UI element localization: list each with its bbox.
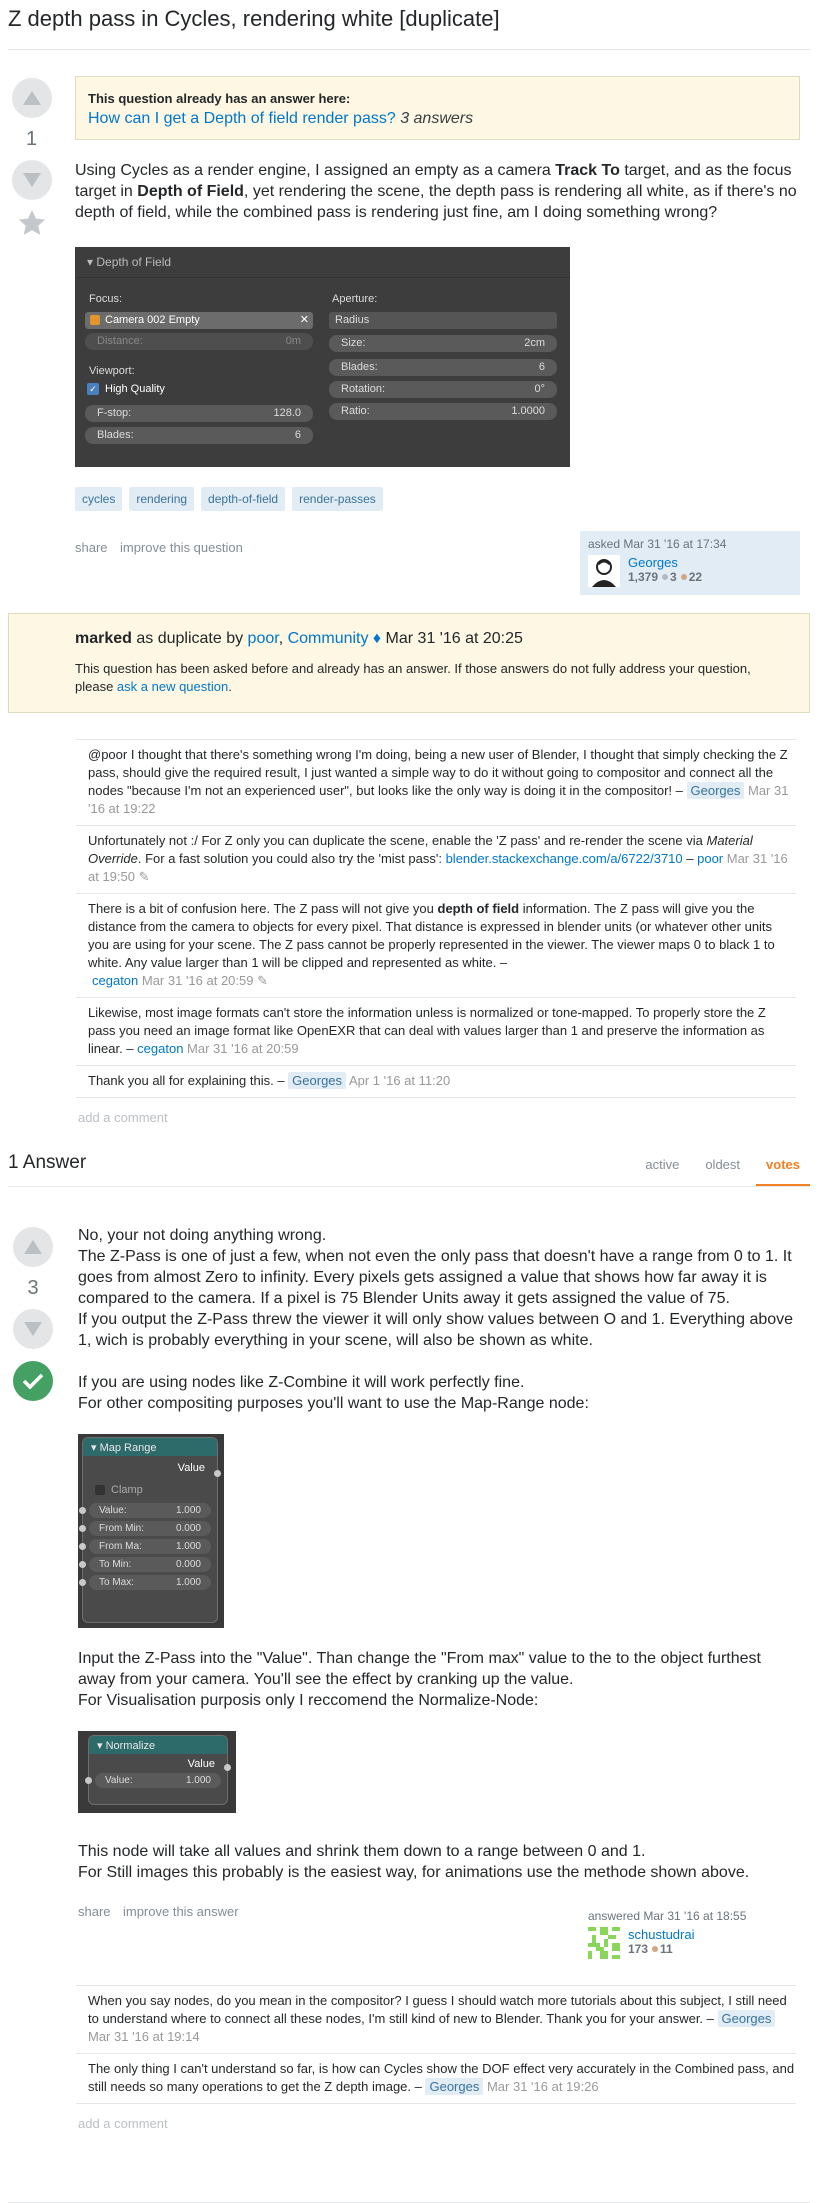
checkbox-checked-icon: ✓ xyxy=(87,383,99,395)
normalize-node-screenshot xyxy=(78,1731,236,1813)
duplicate-notice xyxy=(75,76,800,140)
panel-header: ▾ Depth of Field xyxy=(87,255,172,269)
upvote-button[interactable] xyxy=(13,1227,53,1267)
bronze-badge-icon xyxy=(681,574,687,580)
comment: The only thing I can't understand so far, is how can Cycles show the DOF effect very accurately in the Combined pass, and still needs so many operations to get the Z depth image. – Georges Mar 31 '16 at 19:26 xyxy=(76,2053,796,2104)
output-socket xyxy=(224,1764,231,1771)
asked-date: asked Mar 31 '16 at 17:34 xyxy=(588,537,727,551)
star-icon xyxy=(17,208,47,238)
comment-user[interactable]: Georges xyxy=(718,2010,776,2027)
comment-user[interactable]: cegaton xyxy=(137,1041,184,1056)
answer-post-menu xyxy=(78,1903,800,1967)
question-comments xyxy=(76,739,796,1098)
comment: @poor I thought that there's something wrong I'm doing, being a new user of Blender, I thought that simply checking the Z pass, should give the required result, I just wanted a simple way to do it without going to compositor and connect all the nodes "because I'm not an experienced user", but looks like the only way is doing it in the compositor! – Georges Mar 31 '16 at 19:22 xyxy=(76,739,796,825)
comment: There is a bit of confusion here. The Z pass will not give you depth of field information. The Z pass will give you the distance from the camera to objects for every pixel. That distance is expressed in blender units (or whatever other units you are using for your scene. The Z pass cannot be properly represented in the viewer. The viewer maps 0 to black 1 to white. Any value larger than 1 will be clipped and represented as white. – cegaton Mar 31 '16 at 20:59 ✎ xyxy=(76,893,796,997)
add-comment-link[interactable]: add a comment xyxy=(78,1110,168,1125)
high-quality-checkbox: ✓ High Quality xyxy=(87,383,165,395)
comment-user[interactable]: Georges xyxy=(687,782,745,799)
share-link[interactable]: share xyxy=(78,1904,111,1919)
edited-pencil-icon: ✎ xyxy=(257,973,269,988)
share-link[interactable]: share xyxy=(75,540,108,555)
question-post-menu xyxy=(75,531,800,595)
map-range-node-screenshot xyxy=(78,1434,224,1628)
comment-user[interactable]: Georges xyxy=(425,2078,483,2095)
closer-poor[interactable]: poor xyxy=(247,630,279,647)
empty-object-icon xyxy=(90,315,100,325)
bronze-badge-icon xyxy=(652,1946,658,1952)
sort-tabs xyxy=(629,1157,810,1186)
answer-comments xyxy=(76,1985,796,2104)
reputation: 173 xyxy=(628,1942,649,1956)
improve-question-link[interactable]: improve this question xyxy=(119,540,243,555)
silver-badge-icon xyxy=(662,574,668,580)
question xyxy=(8,76,810,595)
add-comment-link[interactable]: add a comment xyxy=(78,2116,168,2131)
user-avatar[interactable] xyxy=(588,555,620,587)
answer xyxy=(8,1225,810,1967)
vote-count: 1 xyxy=(25,128,38,150)
arrow-up-icon xyxy=(24,1240,42,1254)
downvote-button[interactable] xyxy=(13,1309,53,1349)
question-text: Using Cycles as a render engine, I assigned an empty as a camera Track To target, and as the focus target in Depth of Field, yet rendering the scene, the depth pass is rendering all white, as if there's no depth of field, while the combined pass is rendering just fine, am I doing something wrong? xyxy=(75,162,797,221)
downvote-button[interactable] xyxy=(12,160,52,200)
comment: Likewise, most image formats can't store the information unless is normalized or tone-mapped. To properly store the Z pass you need an image format like OpenEXR that can deal with values larger than 1 and preserve the information as linear. – cegaton Mar 31 '16 at 20:59 xyxy=(76,997,796,1065)
favorite-button[interactable] xyxy=(17,208,47,243)
answer-text: No, your not doing anything wrong. The Z-Pass is one of just a few, when not even the only pass that doesn't have a range from 0 to 1. It goes from almost Zero to infinity. Every pixels gets assigned a value that shows how far away it is compared to the camera. If a pixel is 75 Blender Units away it gets assigned the value of 75. If you output the Z-Pass threw the viewer it will only show values between O and 1. Everything above 1, wich is probably everything in your scene, will also be shown as white. If you are using nodes like Z-Combine it will work perfectly fine. For other compositing purposes you'll want to use the Map-Range node: xyxy=(78,1227,794,1412)
tag-depth-of-field[interactable]: depth-of-field xyxy=(201,487,285,511)
duplicate-notice-header: This question already has an answer here: xyxy=(88,91,351,106)
comment-user[interactable]: Georges xyxy=(288,1072,346,1089)
checkmark-icon xyxy=(22,1372,44,1390)
tab-oldest[interactable]: oldest xyxy=(705,1157,741,1172)
answerer-signature: answered Mar 31 '16 at 18:55 schustudrai 173 11 xyxy=(580,1903,800,1967)
arrow-down-icon xyxy=(23,173,41,187)
ask-new-question-link[interactable]: ask a new question xyxy=(116,679,229,694)
duplicate-answer-count: 3 answers xyxy=(400,110,474,127)
focus-object-field: Camera 002 Empty ✕ xyxy=(85,312,313,329)
accepted-answer-indicator xyxy=(13,1361,53,1401)
tab-active[interactable]: active xyxy=(645,1157,680,1172)
asker-signature: asked Mar 31 '16 at 17:34 Georges 1,379 3 22 xyxy=(580,531,800,595)
question-body-cell xyxy=(55,76,810,595)
closer-community[interactable]: Community ♦ xyxy=(287,630,382,647)
comment: When you say nodes, do you mean in the compositor? I guess I should watch more tutorials about this subject, I still need to understand where to connect all these nodes, I'm still kind of new to Blender. Thank you for your answer. – Georges Mar 31 '16 at 19:14 xyxy=(76,1985,796,2053)
tag-render-passes[interactable]: render-passes xyxy=(292,487,383,511)
comment: Thank you all for explaining this. – Georges Apr 1 '16 at 11:20 xyxy=(76,1065,796,1098)
answered-date: answered Mar 31 '16 at 18:55 xyxy=(588,1909,747,1923)
answer-text-3: This node will take all values and shrink them down to a range between 0 and 1. For Still images this probably is the easiest way, for animations use the methode shown above. xyxy=(78,1843,750,1881)
tab-votes[interactable]: votes xyxy=(756,1157,810,1186)
comment-user[interactable]: cegaton xyxy=(92,973,139,988)
question-vote-cell xyxy=(8,76,55,595)
answers-header xyxy=(8,1145,810,1187)
dof-panel-screenshot: ▾ Depth of Field Focus: Camera 002 Empty ✕ Distance: 0m Viewport: ✓ High Quality F-stop: 128.0 Blades: 6 Aperture: Radius Size: 2cm Blades: 6 Rotation: 0° Ratio: 1.0000 xyxy=(75,247,570,467)
duplicate-question-link[interactable]: How can I get a Depth of field render pass? xyxy=(88,110,396,127)
upvote-button[interactable] xyxy=(12,78,52,118)
output-socket xyxy=(214,1470,221,1477)
tag-cycles[interactable]: cycles xyxy=(75,487,122,511)
comment-user[interactable]: poor xyxy=(697,851,724,866)
answer-vote-cell xyxy=(8,1225,58,1967)
asker-name[interactable]: Georges xyxy=(628,555,678,570)
clear-icon: ✕ xyxy=(299,314,309,326)
tag-list xyxy=(75,487,800,511)
edited-pencil-icon: ✎ xyxy=(138,869,150,884)
vote-count: 3 xyxy=(27,1277,39,1299)
improve-answer-link[interactable]: improve this answer xyxy=(122,1904,239,1919)
user-avatar[interactable] xyxy=(588,1927,620,1959)
reputation: 1,379 xyxy=(628,570,659,584)
answer-count: 1 Answer xyxy=(8,1152,87,1173)
question-title[interactable]: Z depth pass in Cycles, rendering white [duplicate] xyxy=(8,0,810,50)
marked-duplicate-notice: marked as duplicate by poor, Community ♦ Mar 31 '16 at 20:25 This question has been asked before and already has an answer. If those answers do not fully address your question, please ask a new question. xyxy=(8,613,810,713)
tag-rendering[interactable]: rendering xyxy=(129,487,194,511)
arrow-down-icon xyxy=(24,1322,42,1336)
arrow-up-icon xyxy=(23,91,41,105)
answer-body-cell xyxy=(58,1225,810,1967)
comment-link[interactable]: blender.stackexchange.com/a/6722/3710 xyxy=(445,851,683,866)
answerer-name[interactable]: schustudrai xyxy=(628,1927,695,1942)
map-range-node: ▾ Map Range Value Clamp Value: 1.000 From Min: 0.000 From Ma: 1.000 To Min: 0.000 To Max: 1.000 xyxy=(82,1437,218,1623)
answer-text-2: Input the Z-Pass into the "Value". Than change the "From max" value to the to the object furthest away from your camera. You'll see the effect by cranking up the value. For Visualisation purposis only I reccomend the Normalize-Node: xyxy=(78,1650,761,1709)
comment: Unfortunately not :/ For Z only you can duplicate the scene, enable the 'Z pass' and re-render the scene via Material Override. For a fast solution you could also try the 'mist pass': blender.stackexchange.com/a/6722/3710 – poor Mar 31 '16 at 19:50 ✎ xyxy=(76,825,796,893)
clamp-checkbox xyxy=(95,1485,105,1495)
normalize-node: ▾ Normalize Value Value: 1.000 xyxy=(88,1735,228,1805)
